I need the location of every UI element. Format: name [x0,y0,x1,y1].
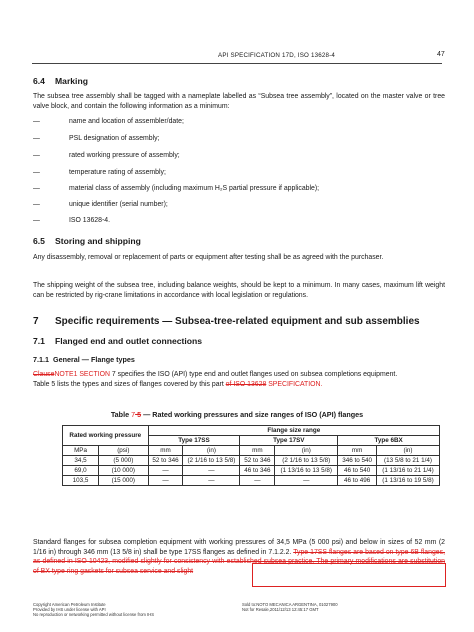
section-title: General — Flange types [53,355,135,364]
heading-7-1-1 [33,355,135,364]
table-cell: 46 to 346 [240,466,275,476]
list-item-text: temperature rating of assembly; [69,169,166,176]
header-rated-pressure: Rated working pressure [63,426,149,446]
unit-cell: (psi) [99,446,148,456]
caption-text: — Rated working pressures and size ranges of ISO (API) flanges [141,410,364,419]
table-cell: — [240,476,275,486]
body-text: 7 specifies the ISO (API) type end and outlet flanges used on subsea completions equipment. [109,371,398,378]
list-item-text: unique identifier (serial number); [69,201,168,208]
body-text: Standard flanges for subsea completion equipment with working pressures of 34,5 MPa (5 000 psi) and below in sizes of 52 mm (2 1/16 in) through 346 mm (13 5/8 in) shall be type 17SS flanges as defined in 7.1.2.2. [33,539,445,556]
list-item [33,201,168,208]
list-item-text: rated working pressure of assembly; [69,152,180,159]
heading-7 [33,316,420,327]
dash-marker: — [33,185,40,192]
list-item [33,169,166,176]
unit-cell: MPa [63,446,99,456]
deleted-text: Clause [33,371,55,378]
running-header: API SPECIFICATION 17D, ISO 13628-4 [218,52,336,59]
dash-marker: — [33,118,40,125]
section-title: Flanged end and outlet connections [55,336,203,346]
table-cell: 52 to 346 [240,456,275,466]
list-item-text: name and location of assembler/date; [69,118,184,125]
dash-marker: — [33,169,40,176]
footer-line: Sold to:NOTO MECANICA ARGENTINA, 01027900 [242,602,338,607]
table-cell: — [183,476,240,486]
flange-ratings-table [62,425,440,486]
table-units-row [63,446,440,456]
footer-line: Provided by IHS under license with API [33,607,106,612]
dash-marker: — [33,201,40,208]
list-item-text: ISO 13628-4. [69,217,110,224]
dash-marker: — [33,135,40,142]
footer-copyright [33,602,154,617]
header-type-17ss: Type 17SS [148,436,240,446]
table-row [63,476,440,486]
body-text: Table 5 lists the types and sizes of flanges covered by this part [33,380,226,388]
table-row [63,466,440,476]
table-header-row [63,426,440,436]
table-cell: 34,5 [63,456,99,466]
table-cell: 346 to 540 [338,456,377,466]
inserted-text: NOTE1 SECTION [54,371,110,378]
list-item-text: material class of assembly (including maximum H₂S partial pressure if applicable); [69,185,320,192]
header-flange-size: Flange size range [148,426,439,436]
unit-cell: mm [338,446,377,456]
section-number: 7 [33,316,39,327]
table-caption [0,410,474,419]
section-number: 7.1 [33,336,45,346]
list-item [33,185,319,192]
unit-cell: (in) [376,446,439,456]
table-cell: — [148,476,183,486]
table-cell: (1 13/16 to 13 5/8) [275,466,338,476]
header-type-6bx: Type 6BX [338,436,440,446]
list-item [33,217,110,224]
flange-types-paragraph [33,370,445,389]
heading-6-4 [33,76,88,86]
table-cell: (10 000) [99,466,148,476]
footer-line: Not for Resale,2011/12/13 12:45:17 GMT [242,607,319,612]
section-title: Specific requirements — Subsea-tree-related equipment and sub assemblies [55,316,420,327]
unit-cell: (in) [183,446,240,456]
marking-intro: The subsea tree assembly shall be tagged with a nameplate labelled as “Subsea tree assembly”, located on the master valve or tree valve block, and contain the following information as a minimum: [33,93,445,110]
page-number: 47 [437,51,445,58]
footer-line: No reproduction or networking permitted without license from IHS [33,612,155,617]
deleted-text: of ISO 13628 [225,380,267,388]
caption-prefix: Table [110,410,132,419]
table-cell: 46 to 496 [338,476,377,486]
section-number: 6.4 [33,76,45,86]
deleted-text: Type 17SS flanges are based on type 6B flanges, as defined in ISO 10423, modified slightly for consistency with established subsea practice. The primary modifications are substitution of BX type ring gaskets for subsea service and slight [33,548,445,575]
table-cell: (15 000) [99,476,148,486]
table-cell: 103,5 [63,476,99,486]
list-item-text: PSL designation of assembly; [69,135,160,142]
table-cell: (13 5/8 to 21 1/4) [376,456,439,466]
table-cell: 46 to 540 [338,466,377,476]
inserted-text: SPECIFICATION. [266,380,323,388]
redline-markup-box [252,563,446,587]
table-cell: (2 1/16 to 13 5/8) [275,456,338,466]
list-item [33,152,180,159]
table-cell: — [148,466,183,476]
header-rule [32,63,442,64]
table-cell: 69,0 [63,466,99,476]
dash-marker: — [33,217,40,224]
unit-cell: mm [148,446,183,456]
section-number: 6.5 [33,236,45,246]
table-cell: (1 13/16 to 19 5/8) [376,476,439,486]
table-cell: — [183,466,240,476]
inserted-text: 7 [131,410,136,419]
table-cell: (1 13/16 to 21 1/4) [376,466,439,476]
footer-line: Copyright American Petroleum Institute [33,602,106,607]
table-cell: (5 000) [99,456,148,466]
list-item [33,118,184,125]
table-row [63,456,440,466]
table-cell: 52 to 346 [148,456,183,466]
section-number: 7.1.1 [33,355,49,364]
section-title: Marking [55,76,88,86]
storing-paragraph-1: Any disassembly, removal or replacement of parts or equipment after testing shall be as agreed with the purchaser. [33,254,384,261]
unit-cell: mm [240,446,275,456]
storing-paragraph-2: The shipping weight of the subsea tree, including balance weights, should be kept to a minimum. In many cases, maximum lift weight can be restricted by rig-crane limitations in accordance with local legislation or regulations. [33,282,445,299]
heading-7-1 [33,336,202,346]
footer-license [242,602,338,612]
header-type-17sv: Type 17SV [240,436,338,446]
dash-marker: — [33,152,40,159]
section-title: Storing and shipping [55,236,141,246]
deleted-text: 5 [135,410,142,419]
heading-6-5 [33,236,141,246]
list-item [33,135,160,142]
unit-cell: (in) [275,446,338,456]
table-cell: (2 1/16 to 13 5/8) [183,456,240,466]
table-cell: — [275,476,338,486]
